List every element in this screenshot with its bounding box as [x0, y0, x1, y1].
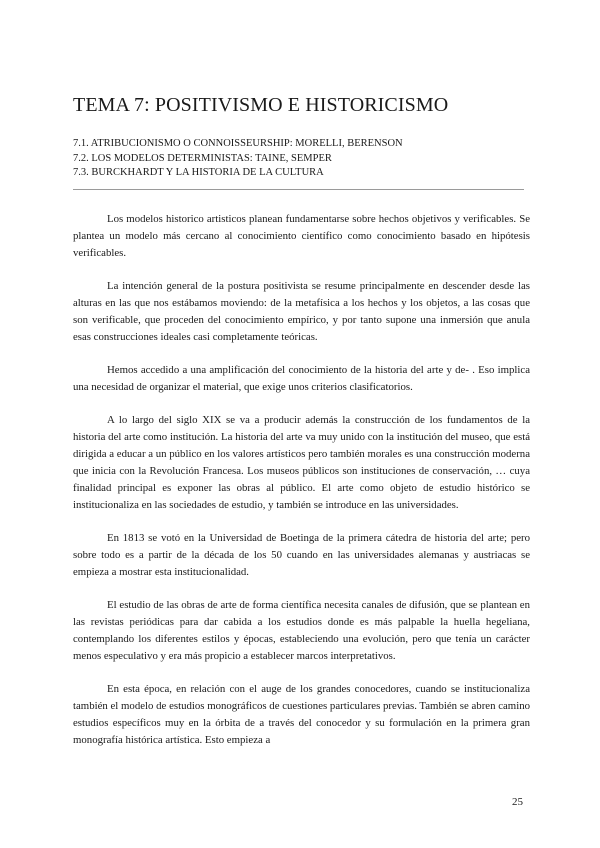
- section-item: 7.1. ATRIBUCIONISMO O CONNOISSEURSHIP: MORELLI, BERENSON: [73, 138, 403, 149]
- paragraph: A lo largo del siglo XIX se va a producir además la construcción de los fundamentos de la historia del arte como institución. La historia del arte va muy unido con la institución del museo, que está dirigida a educar a un público en los valores artísticos pero también morales es una construcción moderna que inicia con la Revolución Francesa. Los museos públicos son instituciones de conservación, … cuya finalidad principal es exponer las obras al público. El arte como objeto de estudio histórico se institucionaliza en las sociedades de estudio, y también se introduce en las universidades.: [73, 414, 530, 511]
- page-number: 25: [512, 796, 523, 808]
- paragraph: Hemos accedido a una amplificación del conocimiento de la historia del arte y de- . Eso implica una necesidad de organizar el material, que exige unos criterios clasificatorios.: [73, 364, 530, 393]
- paragraph: Los modelos historico artisticos planean fundamentarse sobre hechos objetivos y verificables. Se plantea un modelo más cercano al conocimiento científico como conocimiento basado en hipótesis verificables.: [73, 213, 530, 259]
- chapter-title: TEMA 7: POSITIVISMO E HISTORICISMO: [73, 94, 449, 116]
- body-text: [73, 211, 530, 765]
- divider: [73, 189, 524, 190]
- section-list: [73, 137, 403, 181]
- paragraph: La intención general de la postura positivista se resume principalmente en descender desde las alturas en las que nos estábamos moviendo: de la metafísica a los hechos y los objetos, a las cosas que son verificable, que proceden del conocimiento empírico, y por tanto supone una inmersión que anula esas construcciones ideales casi completamente teóricas.: [73, 280, 530, 343]
- paragraph: En 1813 se votó en la Universidad de Boetinga de la primera cátedra de historia del arte; pero sobre todo es a partir de la década de los 50 cuando en las universidades alemanas y austriacas se empieza a mostrar esta institucionalidad.: [73, 532, 530, 578]
- paragraph: En esta época, en relación con el auge de los grandes conocedores, cuando se institucionaliza también el modelo de estudios monográficos de cuestiones particulares previas. También se abren camino estudios específicos muy en la órbita de a través del conocedor y su formulación en la primera gran monografía histórica artística. Esto empieza a: [73, 683, 530, 746]
- paragraph: El estudio de las obras de arte de forma científica necesita canales de difusión, que se plantean en las revistas periódicas para dar cabida a los estudios donde es más palpable la huella hegeliana, contemplando los diferentes estilos y épocas, estableciendo una evolución, pero que tenía un carácter menos especulativo y era más propicio a establecer marcos interpretativos.: [73, 599, 530, 662]
- section-item: 7.3. BURCKHARDT Y LA HISTORIA DE LA CULTURA: [73, 167, 324, 178]
- section-item: 7.2. LOS MODELOS DETERMINISTAS: TAINE, SEMPER: [73, 152, 332, 164]
